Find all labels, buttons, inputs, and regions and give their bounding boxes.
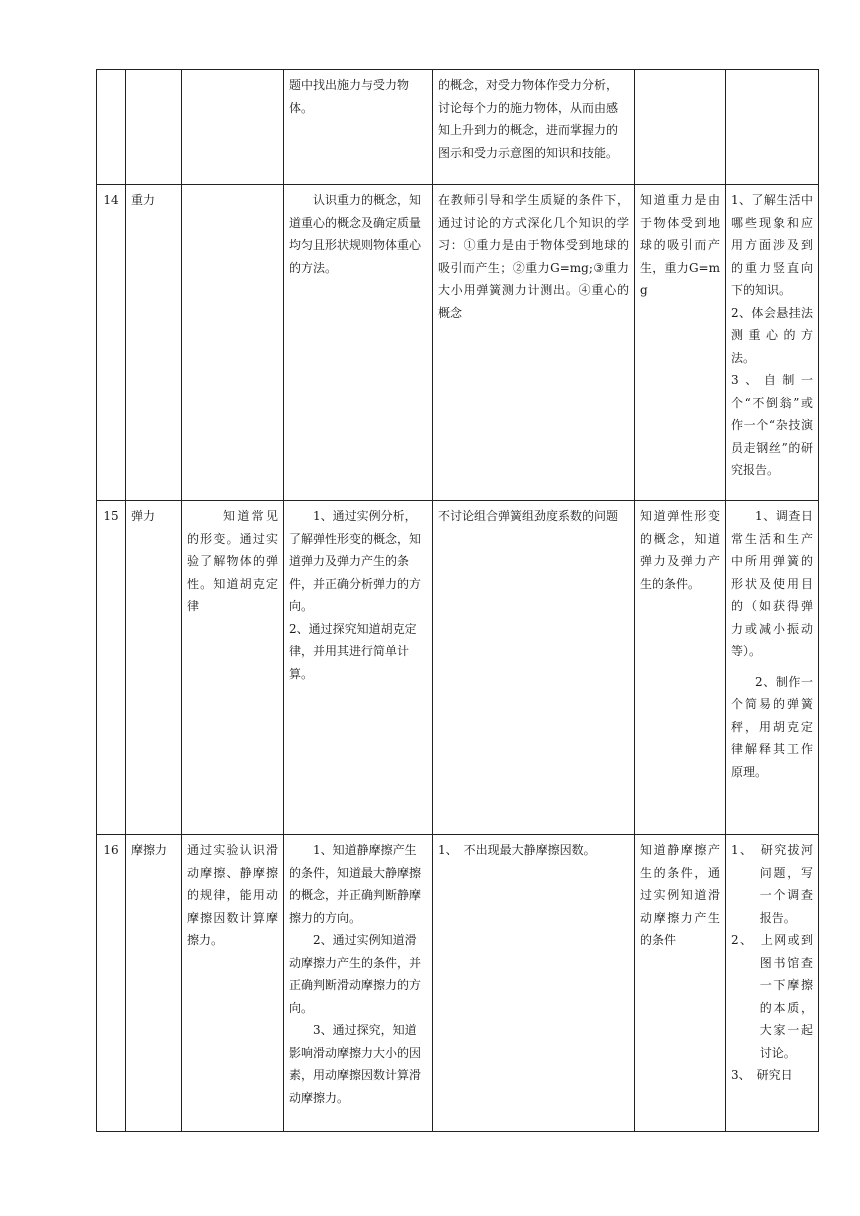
cell-text: 知道重力是由于物体受到地球的吸引而产生，重力G=mg — [640, 193, 720, 297]
cell-topic: 弹力 — [126, 501, 182, 835]
cell-text: 认识重力的概念，知道重心的概念及确定质量均匀且形状规则物体重心的方法。 — [289, 193, 422, 275]
cell-evaluation — [635, 835, 726, 1132]
cell-requirement — [284, 70, 433, 185]
table-row-15 — [97, 501, 819, 835]
activity-item: 2、制作一个简易的弹簧秤，用胡克定律解释其工作原理。 — [731, 674, 813, 779]
cell-text: 知道弹性形变的概念，知道弹力及弹力产生的条件。 — [640, 509, 720, 591]
activity-item: 2、体会悬挂法测重心的方法。 — [731, 305, 813, 365]
cell-method — [433, 835, 635, 1132]
cell-text: 2、通过探究知道胡克定律，并用其进行简单计算。 — [289, 621, 417, 681]
table-row-continuation — [97, 70, 819, 185]
cell-text: 1、知道静摩擦产生的条件，知道最大静摩擦的概念，并正确判断静摩擦力的方向。 — [289, 843, 422, 925]
cell-requirement — [284, 835, 433, 1132]
cell-activity — [726, 501, 819, 835]
cell-text: 1、通过实例分析，了解弹性形变的概念，知道弹力及弹力产生的条件，并正确分析弹力的方向。 — [289, 509, 422, 613]
cell-activity — [726, 185, 819, 501]
cell-text: 不讨论组合弹簧组劲度系数的问题 — [438, 509, 619, 523]
table-row-14 — [97, 185, 819, 501]
cell-text: 的概念，对受力物体作受力分析，讨论每个力的施力物体，从而由感知上升到力的概念，进而掌握力的图示和受力示意图的知识和技能。 — [438, 78, 619, 160]
activity-item: 3、 研究日 — [731, 1068, 793, 1082]
cell-text: 题中找出施力与受力物体。 — [289, 78, 410, 115]
cell-activity — [726, 835, 819, 1132]
cell-text: 通过实验认识滑动摩擦、静摩擦的规律，能用动摩擦因数计算摩擦力。 — [187, 843, 278, 947]
cell-topic: 重力 — [126, 185, 182, 501]
cell-text: 知道常见的形变。通过实验了解物体的弹性。知道胡克定律 — [187, 509, 278, 613]
cell-requirement — [284, 185, 433, 501]
curriculum-table — [96, 69, 819, 1132]
activity-item: 1、调查日常生活和生产中所用弹簧的形状及使用目的（如获得弹力或减小振动等）。 — [731, 509, 813, 658]
cell-method — [433, 501, 635, 835]
cell-method — [433, 185, 635, 501]
cell-goal — [182, 835, 284, 1132]
activity-item: 3、自制一个“不倒翁”或作一个“杂技演员走钢丝”的研究报告。 — [731, 373, 813, 477]
cell-num: 15 — [97, 501, 126, 835]
cell-requirement — [284, 501, 433, 835]
cell-num: 14 — [97, 185, 126, 501]
paragraph-gap — [731, 663, 813, 671]
cell-topic: 摩擦力 — [126, 835, 182, 1132]
cell-num: 16 — [97, 835, 126, 1132]
table-row-16 — [97, 835, 819, 1132]
activity-item: 2、 上网或到图书馆查一下摩擦的本质，大家一起讨论。 — [731, 933, 813, 1060]
cell-text: 2、通过实例知道滑动摩擦力产生的条件，并正确判断滑动摩擦力的方向。 — [289, 933, 422, 1015]
cell-text: 1、 不出现最大静摩擦因数。 — [438, 843, 596, 857]
cell-topic — [126, 70, 182, 185]
cell-evaluation — [635, 501, 726, 835]
cell-goal — [182, 501, 284, 835]
activity-item: 1、了解生活中哪些现象和应用方面涉及到的重力竖直向下的知识。 — [731, 193, 813, 297]
cell-goal — [182, 70, 284, 185]
cell-text: 知道静摩擦产生的条件，通过实例知道滑动摩擦力产生的条件 — [640, 843, 720, 947]
cell-evaluation — [635, 70, 726, 185]
cell-evaluation — [635, 185, 726, 501]
cell-method — [433, 70, 635, 185]
cell-text: 3、通过探究，知道影响滑动摩擦力大小的因素，用动摩擦因数计算滑动摩擦力。 — [289, 1023, 422, 1105]
cell-goal — [182, 185, 284, 501]
cell-num — [97, 70, 126, 185]
cell-text: 在教师引导和学生质疑的条件下，通过讨论的方式深化几个知识的学习：①重力是由于物体受到地球的吸引而产生；②重力G=mg;③重力大小用弹簧测力计测出。④重心的概念 — [438, 193, 629, 320]
cell-activity — [726, 70, 819, 185]
activity-item: 1、 研究拔河问题，写一个调查报告。 — [731, 843, 813, 925]
